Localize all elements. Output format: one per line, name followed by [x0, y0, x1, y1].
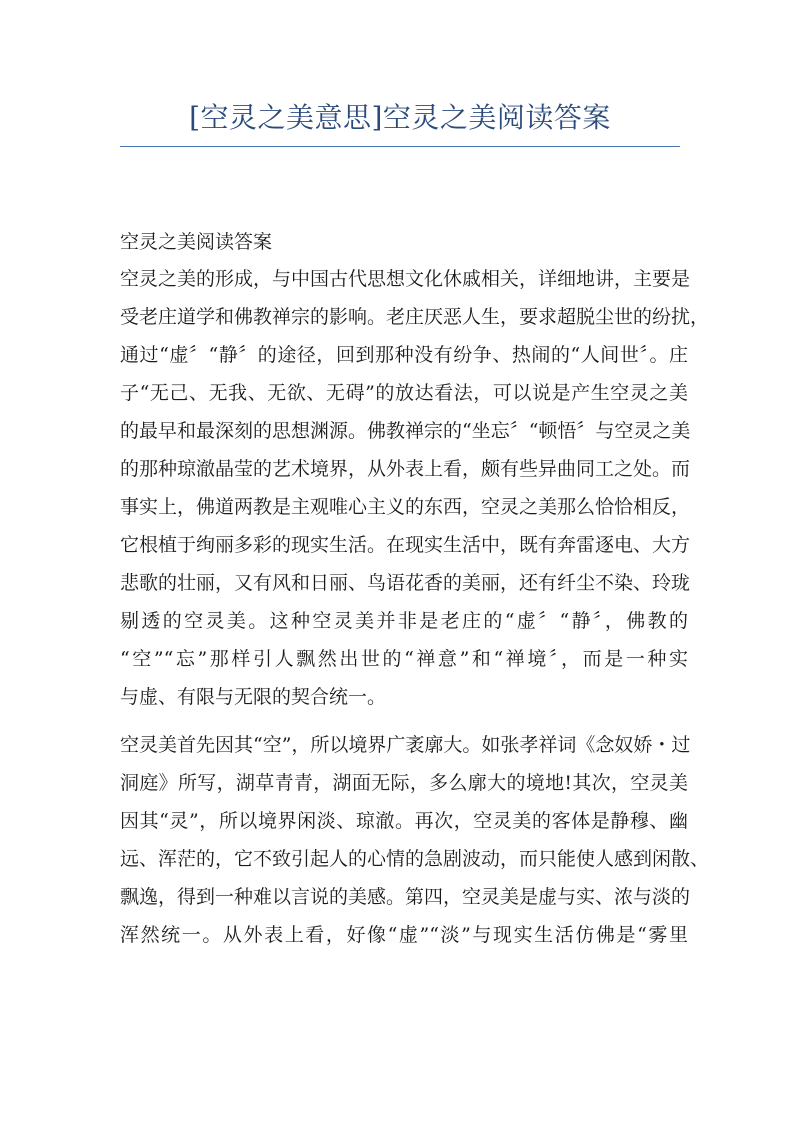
text-line: 与虚、有限与无限的契合统一。 — [120, 686, 387, 708]
text-line: 子“无己、无我、无欲、无碍”的放达看法，可以说是产生空灵之美 — [120, 382, 688, 404]
text-line: 的最早和最深刻的思想渊源。佛教禅宗的“坐忘〞“顿悟〞与空灵之美 — [120, 420, 691, 442]
text-line: 通过“虚〞“静〞的途径，回到那种没有纷争、热闹的“人间世〞。庄 — [120, 344, 688, 366]
text-line: 浑然统一。从外表上看，好像“虚”“淡”与现实生活仿佛是“雾里 — [120, 924, 688, 946]
text-line: 远、浑茫的，它不致引起人的心情的急剧波动，而只能使人感到闲散、 — [120, 848, 710, 870]
document-title: [空灵之美意思]空灵之美阅读答案 — [189, 101, 611, 134]
text-line: 洞庭》所写，湖草青青，湖面无际，多么廓大的境地!其次，空灵美 — [120, 772, 688, 794]
text-line: 飘逸，得到一种难以言说的美感。第四，空灵美是虚与实、浓与淡的 — [120, 886, 691, 908]
text-line: 受老庄道学和佛教禅宗的影响。老庄厌恶人生，要求超脱尘世的纷扰， — [120, 306, 710, 328]
text-line: 悲歌的壮丽，又有风和日丽、鸟语花香的美丽，还有纤尘不染、玲珑 — [120, 572, 691, 594]
text-line: 因其“灵”，所以境界闲淡、琼澈。再次，空灵美的客体是静穆、幽 — [120, 810, 688, 832]
text-line: 剔透的空灵美。这种空灵美并非是老庄的“虚〞“静〞，佛教的 — [120, 610, 688, 632]
text-line: 的那种琼澈晶莹的艺术境界，从外表上看，颇有些异曲同工之处。而 — [120, 458, 691, 480]
text-line: 它根植于绚丽多彩的现实生活。在现实生活中，既有奔雷逐电、大方 — [120, 534, 691, 556]
text-line: “空”“忘”那样引人飘然出世的“禅意”和“禅境〞，而是一种实 — [120, 648, 688, 670]
text-line: 空灵美首先因其“空”，所以境界广袤廓大。如张孝祥词《念奴娇・过 — [120, 734, 691, 756]
paragraph-2 — [120, 726, 710, 954]
section-heading: 空灵之美阅读答案 — [120, 231, 273, 253]
paragraph-1 — [120, 260, 710, 716]
text-line: 空灵之美的形成，与中国古代思想文化休戚相关，详细地讲，主要是 — [120, 268, 691, 290]
document-body — [120, 226, 710, 954]
title-underline — [120, 146, 680, 147]
text-line: 事实上，佛道两教是主观唯心主义的东西，空灵之美那么恰恰相反， — [120, 496, 691, 518]
